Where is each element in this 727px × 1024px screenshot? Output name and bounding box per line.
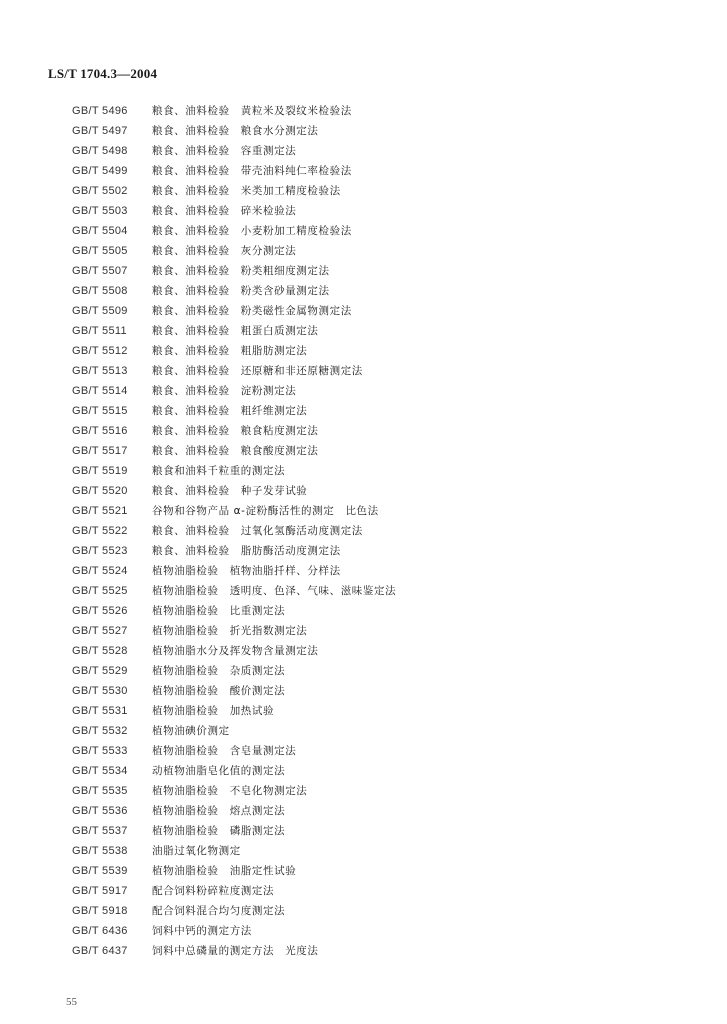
reference-code: GB/T 5526 <box>72 605 128 617</box>
reference-item <box>0 881 727 901</box>
reference-title: 粮食、油料检验 淀粉测定法 <box>152 385 297 397</box>
reference-code: GB/T 5514 <box>72 385 128 397</box>
reference-code: GB/T 5498 <box>72 145 128 157</box>
reference-item <box>0 401 727 421</box>
reference-item <box>0 101 727 121</box>
reference-title: 植物油脂检验 油脂定性试验 <box>152 865 297 877</box>
reference-code: GB/T 5507 <box>72 265 128 277</box>
reference-item <box>0 161 727 181</box>
reference-code: GB/T 5536 <box>72 805 128 817</box>
reference-title: 粮食、油料检验 碎米检验法 <box>152 205 297 217</box>
reference-code: GB/T 5538 <box>72 845 128 857</box>
reference-title: 植物油脂检验 折光指数测定法 <box>152 625 308 637</box>
reference-item <box>0 341 727 361</box>
reference-code: GB/T 5512 <box>72 345 128 357</box>
reference-title: 植物油脂检验 加热试验 <box>152 705 275 717</box>
reference-title: 植物油脂检验 不皂化物测定法 <box>152 785 308 797</box>
reference-code: GB/T 5496 <box>72 105 128 117</box>
reference-item <box>0 321 727 341</box>
reference-item <box>0 461 727 481</box>
reference-title: 粮食和油料千粒重的测定法 <box>152 465 286 477</box>
reference-code: GB/T 5505 <box>72 245 128 257</box>
reference-item <box>0 581 727 601</box>
reference-title: 植物油脂水分及挥发物含量测定法 <box>152 645 319 657</box>
reference-item <box>0 661 727 681</box>
reference-title: 粮食、油料检验 种子发芽试验 <box>152 485 308 497</box>
reference-item <box>0 541 727 561</box>
reference-code: GB/T 5527 <box>72 625 128 637</box>
reference-code: GB/T 6437 <box>72 945 128 957</box>
reference-title: 粮食、油料检验 粗纤维测定法 <box>152 405 308 417</box>
reference-title: 饲料中钙的测定方法 <box>152 925 252 937</box>
reference-title: 粮食、油料检验 粗蛋白质测定法 <box>152 325 319 337</box>
reference-code: GB/T 5519 <box>72 465 128 477</box>
reference-item <box>0 281 727 301</box>
reference-item <box>0 621 727 641</box>
reference-item <box>0 601 727 621</box>
reference-item <box>0 641 727 661</box>
reference-item <box>0 481 727 501</box>
reference-title: 植物油碘价测定 <box>152 725 230 737</box>
reference-code: GB/T 5508 <box>72 285 128 297</box>
reference-code: GB/T 5516 <box>72 425 128 437</box>
reference-title: 植物油脂检验 含皂量测定法 <box>152 745 297 757</box>
reference-item <box>0 381 727 401</box>
reference-title: 粮食、油料检验 粉类含砂量测定法 <box>152 285 330 297</box>
reference-title: 粮食、油料检验 粮食酸度测定法 <box>152 445 319 457</box>
reference-item <box>0 421 727 441</box>
reference-code: GB/T 5515 <box>72 405 128 417</box>
reference-title: 粮食、油料检验 还原糖和非还原糖测定法 <box>152 365 363 377</box>
reference-item <box>0 721 727 741</box>
reference-code: GB/T 5513 <box>72 365 128 377</box>
reference-code: GB/T 5534 <box>72 765 128 777</box>
reference-title: 植物油脂检验 比重测定法 <box>152 605 286 617</box>
reference-code: GB/T 5499 <box>72 165 128 177</box>
reference-item <box>0 441 727 461</box>
reference-item <box>0 801 727 821</box>
reference-code: GB/T 5504 <box>72 225 128 237</box>
reference-title: 粮食、油料检验 粮食水分测定法 <box>152 125 319 137</box>
reference-title: 配合饲料混合均匀度测定法 <box>152 905 286 917</box>
reference-item <box>0 181 727 201</box>
reference-code: GB/T 5918 <box>72 905 128 917</box>
reference-code: GB/T 5502 <box>72 185 128 197</box>
reference-item <box>0 361 727 381</box>
reference-code: GB/T 5511 <box>72 325 127 337</box>
reference-code: GB/T 5530 <box>72 685 128 697</box>
reference-code: GB/T 5528 <box>72 645 128 657</box>
reference-code: GB/T 5532 <box>72 725 128 737</box>
reference-code: GB/T 5917 <box>72 885 128 897</box>
reference-title: 粮食、油料检验 小麦粉加工精度检验法 <box>152 225 352 237</box>
reference-item <box>0 201 727 221</box>
reference-code: GB/T 5509 <box>72 305 128 317</box>
reference-code: GB/T 5503 <box>72 205 128 217</box>
reference-item <box>0 561 727 581</box>
reference-item <box>0 921 727 941</box>
reference-item <box>0 501 727 521</box>
reference-item <box>0 141 727 161</box>
reference-title: 油脂过氧化物测定 <box>152 845 241 857</box>
reference-item <box>0 521 727 541</box>
reference-title: 粮食、油料检验 米类加工精度检验法 <box>152 185 341 197</box>
reference-title: 植物油脂检验 植物油脂扦样、分样法 <box>152 565 341 577</box>
reference-title: 粮食、油料检验 粮食粘度测定法 <box>152 425 319 437</box>
reference-title: 植物油脂检验 磷脂测定法 <box>152 825 286 837</box>
reference-title: 粮食、油料检验 粉类粗细度测定法 <box>152 265 330 277</box>
reference-title: 粮食、油料检验 灰分测定法 <box>152 245 297 257</box>
reference-title: 粮食、油料检验 容重测定法 <box>152 145 297 157</box>
reference-title: 谷物和谷物产品 α-淀粉酶活性的测定 比色法 <box>152 505 379 517</box>
reference-code: GB/T 5539 <box>72 865 128 877</box>
reference-title: 粮食、油料检验 过氧化氢酶活动度测定法 <box>152 525 363 537</box>
reference-item <box>0 941 727 961</box>
reference-code: GB/T 5517 <box>72 445 128 457</box>
reference-code: GB/T 5522 <box>72 525 128 537</box>
reference-code: GB/T 5523 <box>72 545 128 557</box>
reference-item <box>0 821 727 841</box>
reference-title: 饲料中总磷量的测定方法 光度法 <box>152 945 319 957</box>
reference-title: 动植物油脂皂化值的测定法 <box>152 765 286 777</box>
reference-item <box>0 761 727 781</box>
reference-code: GB/T 5529 <box>72 665 128 677</box>
reference-code: GB/T 5535 <box>72 785 128 797</box>
reference-item <box>0 861 727 881</box>
reference-code: GB/T 5521 <box>72 505 128 517</box>
reference-item <box>0 221 727 241</box>
reference-title: 粮食、油料检验 脂肪酶活动度测定法 <box>152 545 341 557</box>
reference-code: GB/T 5537 <box>72 825 128 837</box>
reference-code: GB/T 5524 <box>72 565 128 577</box>
reference-code: GB/T 5531 <box>72 705 128 717</box>
reference-item <box>0 781 727 801</box>
reference-item <box>0 301 727 321</box>
reference-title: 粮食、油料检验 黄粒米及裂纹米检验法 <box>152 105 352 117</box>
page-header-standard-code: LS/T 1704.3—2004 <box>48 66 158 81</box>
reference-title: 配合饲料粉碎粒度测定法 <box>152 885 275 897</box>
reference-item <box>0 701 727 721</box>
reference-title: 粮食、油料检验 粗脂肪测定法 <box>152 345 308 357</box>
reference-code: GB/T 6436 <box>72 925 128 937</box>
reference-item <box>0 241 727 261</box>
reference-title: 植物油脂检验 酸价测定法 <box>152 685 286 697</box>
reference-item <box>0 841 727 861</box>
reference-code: GB/T 5533 <box>72 745 128 757</box>
reference-title: 粮食、油料检验 粉类磁性金属物测定法 <box>152 305 352 317</box>
reference-code: GB/T 5520 <box>72 485 128 497</box>
reference-item <box>0 741 727 761</box>
reference-item <box>0 901 727 921</box>
reference-title: 植物油脂检验 杂质测定法 <box>152 665 286 677</box>
reference-title: 植物油脂检验 熔点测定法 <box>152 805 286 817</box>
page-number: 55 <box>66 996 77 1008</box>
reference-item <box>0 121 727 141</box>
reference-item <box>0 261 727 281</box>
reference-title: 植物油脂检验 透明度、色泽、气味、滋味鉴定法 <box>152 585 397 597</box>
reference-code: GB/T 5497 <box>72 125 128 137</box>
reference-item <box>0 681 727 701</box>
reference-code: GB/T 5525 <box>72 585 128 597</box>
normative-reference-list <box>0 101 727 961</box>
reference-title: 粮食、油料检验 带壳油料纯仁率检验法 <box>152 165 352 177</box>
